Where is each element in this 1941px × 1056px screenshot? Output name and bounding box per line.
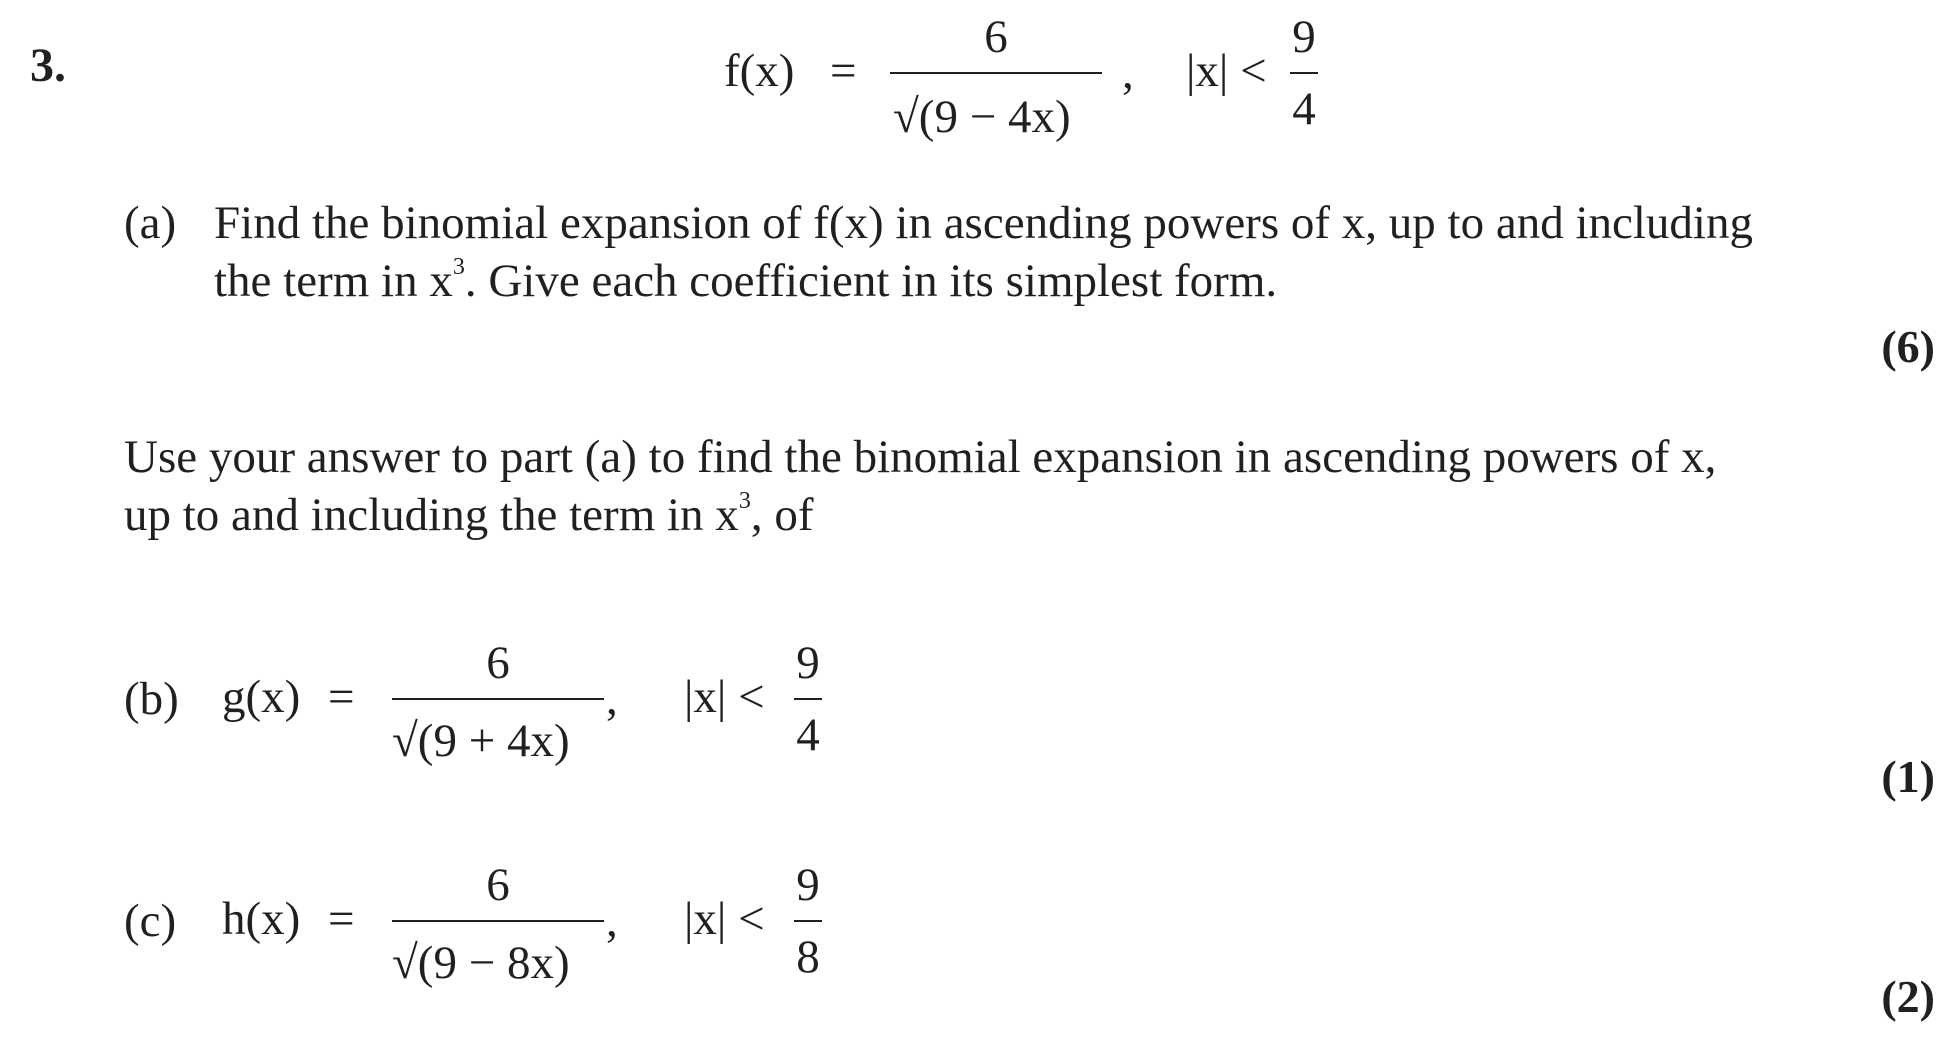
main-function-condition-denominator: 4 (1292, 83, 1316, 135)
part-c-fraction-bar (392, 920, 604, 922)
main-function-condition-bar (1290, 72, 1318, 74)
part-c-denominator: √(9 − 8x) (392, 937, 570, 989)
part-c-condition-denominator: 8 (796, 931, 820, 983)
part-b-fraction-bar (392, 698, 604, 700)
part-a-text-line1: Find the binomial expansion of f(x) in ascending powers of x, up to and including (214, 197, 1753, 249)
main-function-denominator: √(9 − 4x) (893, 91, 1071, 143)
question-number: 3. (30, 39, 66, 92)
part-b-condition-denominator: 4 (796, 709, 820, 761)
main-function-lhs: f(x) (724, 45, 795, 97)
instruction-line1: Use your answer to part (a) to find the binomial expansion in ascending powers of x, (124, 431, 1717, 483)
main-function-condition: |x| < (1186, 45, 1267, 97)
instruction-line2: up to and including the term in $x^3$, of (124, 488, 814, 541)
part-b-condition-numerator: 9 (796, 637, 820, 689)
part-b-comma: , (606, 673, 618, 725)
part-b-numerator: 6 (486, 637, 510, 689)
part-c-condition-bar (794, 920, 822, 922)
part-c-label: (c) (124, 895, 177, 947)
main-function-numerator: 6 (984, 11, 1008, 63)
main-function-condition-numerator: 9 (1292, 11, 1316, 63)
part-b-equals: = (328, 671, 355, 723)
part-c-equals: = (328, 893, 355, 945)
part-b-lhs: g(x) (222, 671, 301, 723)
part-a-text-line2: the term in $x^3$. Give each coefficient in its simplest form. (214, 254, 1278, 307)
part-b-marks: (1) (1881, 751, 1935, 802)
part-c-numerator: 6 (486, 859, 510, 911)
part-a-label: (a) (124, 197, 177, 249)
main-function-equals: = (830, 45, 857, 97)
part-c-comma: , (606, 895, 618, 947)
part-a-marks: (6) (1881, 321, 1935, 372)
part-c-condition-numerator: 9 (796, 859, 820, 911)
part-b-condition-bar (794, 698, 822, 700)
main-function-comma: , (1122, 47, 1134, 99)
part-c-marks: (2) (1881, 971, 1935, 1022)
part-b-condition: |x| < (684, 671, 765, 723)
main-function-fraction-bar (890, 72, 1102, 74)
part-c-lhs: h(x) (222, 893, 301, 945)
part-b-label: (b) (124, 673, 179, 725)
part-c-condition: |x| < (684, 893, 765, 945)
part-b-denominator: √(9 + 4x) (392, 715, 570, 767)
